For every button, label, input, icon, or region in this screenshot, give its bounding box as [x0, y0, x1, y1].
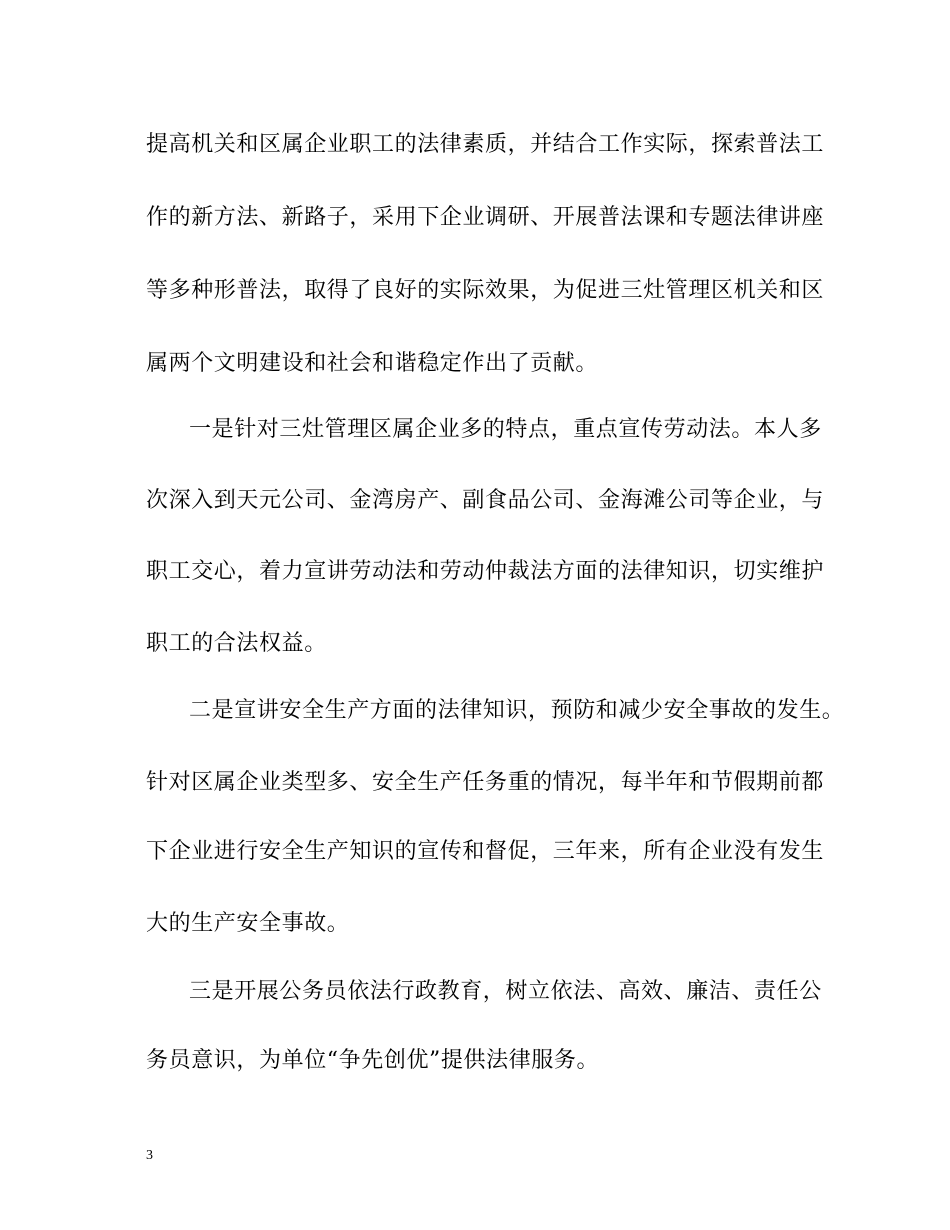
body-text-line: 属两个文明建设和社会和谐稳定作出了贡献。 — [146, 351, 599, 376]
body-text-line: 务员意识，为单位“争先创优”提供法律服务。 — [146, 1048, 600, 1073]
body-text-line: 次深入到天元公司、金湾房产、副食品公司、金海滩公司等企业，与 — [146, 488, 825, 513]
paragraph-first-line: 一是针对三灶管理区属企业多的特点，重点宣传劳动法。本人多 — [189, 417, 822, 442]
body-text-line: 下企业进行安全生产知识的宣传和督促，三年来，所有企业没有发生 — [146, 839, 825, 864]
body-text-line: 针对区属企业类型多、安全生产任务重的情况，每半年和节假期前都 — [146, 770, 825, 795]
body-text-line: 大的生产安全事故。 — [146, 911, 350, 936]
body-text-line: 等多种形普法，取得了良好的实际效果，为促进三灶管理区机关和区 — [146, 278, 825, 303]
page-number: 3 — [146, 1148, 153, 1163]
paragraph-first-line: 三是开展公务员依法行政教育，树立依法、高效、廉洁、责任公 — [189, 979, 822, 1004]
body-text-line: 提高机关和区属企业职工的法律素质，并结合工作实际，探索普法工 — [146, 132, 825, 157]
body-text-line: 作的新方法、新路子，采用下企业调研、开展普法课和专题法律讲座 — [146, 205, 825, 230]
body-text-line: 职工的合法权益。 — [146, 631, 327, 656]
body-text-line: 职工交心，着力宣讲劳动法和劳动仲裁法方面的法律知识，切实维护 — [146, 559, 825, 584]
paragraph-first-line: 二是宣讲安全生产方面的法律知识，预防和减少安全事故的发生。 — [189, 698, 845, 723]
